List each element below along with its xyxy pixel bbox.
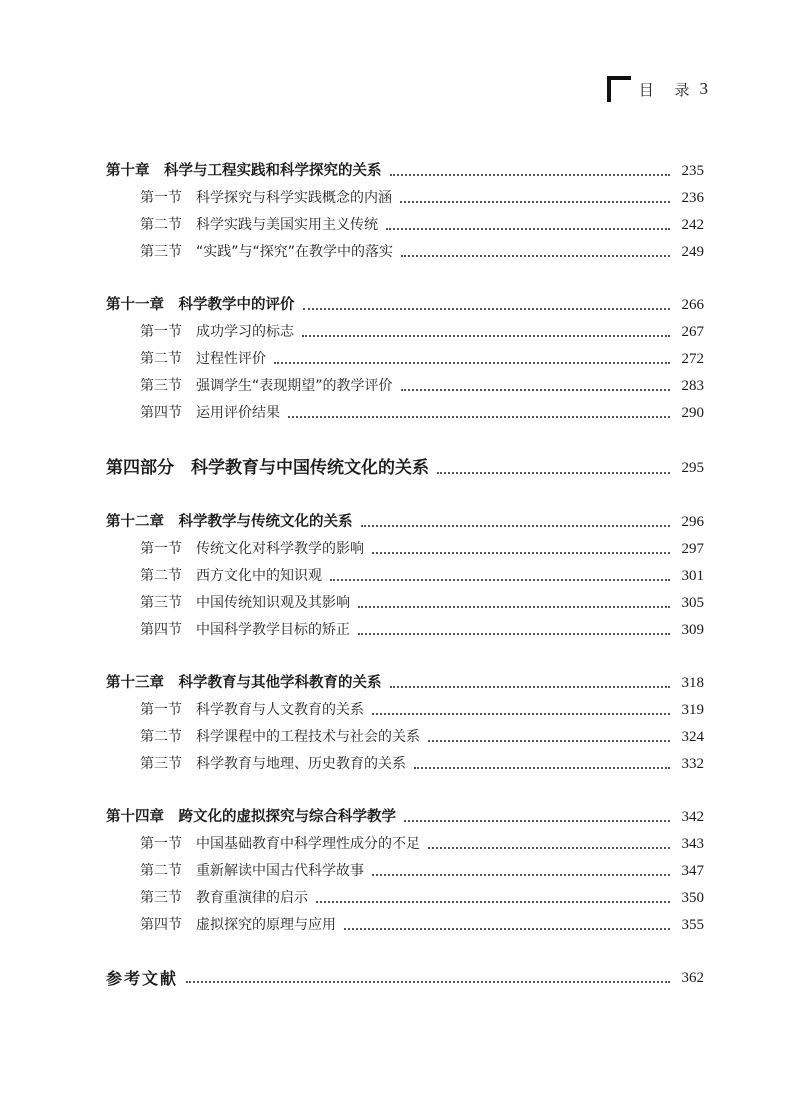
corner-bracket-icon: [607, 76, 631, 102]
toc-section-entry[interactable]: [106, 617, 704, 644]
dot-leader: [361, 525, 671, 527]
toc-entry-page-number: 235: [681, 163, 704, 179]
toc-entry-title: 第四部分 科学教育与中国传统文化的关系: [106, 458, 429, 478]
toc-entry-page-number: 290: [681, 405, 704, 421]
toc-entry-page-number: 296: [681, 514, 704, 530]
toc-entry-page-number: 249: [681, 244, 704, 260]
toc-entry-page-number: 236: [681, 190, 704, 206]
dot-leader: [400, 201, 670, 203]
toc-entry-page-number: 355: [681, 917, 704, 933]
toc-entry-title: 第十四章 跨文化的虚拟探究与综合科学教学: [106, 809, 396, 825]
toc-spacer: [106, 483, 704, 509]
toc-entry-title: 第四节 虚拟探究的原理与应用: [140, 917, 336, 933]
dot-leader: [414, 767, 670, 769]
toc-entry-page-number: 318: [681, 675, 704, 691]
toc-section-entry[interactable]: [106, 885, 704, 912]
toc-spacer: [106, 427, 704, 453]
toc-entry-title: 第三节 强调学生“表现期望”的教学评价: [140, 378, 393, 394]
dot-leader: [274, 362, 670, 364]
toc-entry-page-number: 332: [681, 756, 704, 772]
toc-section-entry[interactable]: [106, 751, 704, 778]
toc-entry-title: 第三节 教育重演律的启示: [140, 890, 308, 906]
dot-leader: [428, 740, 670, 742]
dot-leader: [437, 472, 670, 474]
dot-leader: [316, 901, 670, 903]
toc-entry-page-number: 343: [681, 836, 704, 852]
header-page-number: 3: [699, 79, 708, 98]
toc-entry-page-number: 266: [681, 297, 704, 313]
toc-entry-page-number: 347: [681, 863, 704, 879]
toc-entry-title: 第四节 运用评价结果: [140, 405, 280, 421]
toc-section-entry[interactable]: [106, 346, 704, 373]
toc-entry-title: 第一节 科学教育与人文教育的关系: [140, 702, 364, 718]
dot-leader: [303, 308, 671, 310]
toc-entry-title: 第四节 中国科学教学目标的矫正: [140, 622, 350, 638]
table-of-contents: [106, 158, 704, 992]
toc-section-entry[interactable]: [106, 563, 704, 590]
toc-section-entry[interactable]: [106, 858, 704, 885]
dot-leader: [401, 389, 670, 391]
toc-entry-title: 第二节 西方文化中的知识观: [140, 568, 322, 584]
toc-ref-entry[interactable]: [106, 965, 704, 992]
toc-entry-page-number: 301: [681, 568, 704, 584]
dot-leader: [330, 579, 670, 581]
toc-entry-title: 第二节 科学实践与美国实用主义传统: [140, 217, 378, 233]
toc-section-entry[interactable]: [106, 831, 704, 858]
toc-section-entry[interactable]: [106, 239, 704, 266]
dot-leader: [404, 820, 670, 822]
toc-section-entry[interactable]: [106, 185, 704, 212]
dot-leader: [358, 633, 670, 635]
toc-spacer: [106, 939, 704, 965]
dot-leader: [390, 174, 671, 176]
dot-leader: [372, 874, 670, 876]
toc-entry-page-number: 309: [681, 622, 704, 638]
toc-entry-title: 参考文献: [106, 969, 179, 988]
toc-entry-title: 第一节 成功学习的标志: [140, 324, 294, 340]
toc-section-entry[interactable]: [106, 724, 704, 751]
dot-leader: [428, 847, 670, 849]
dot-leader: [358, 606, 670, 608]
toc-section-entry[interactable]: [106, 319, 704, 346]
toc-entry-page-number: 324: [681, 729, 704, 745]
toc-entry-title: 第一节 传统文化对科学教学的影响: [140, 541, 364, 557]
toc-entry-title: 第二节 重新解读中国古代科学故事: [140, 863, 364, 879]
dot-leader: [372, 552, 670, 554]
toc-entry-page-number: 267: [681, 324, 704, 340]
toc-entry-page-number: 283: [681, 378, 704, 394]
toc-entry-page-number: 305: [681, 595, 704, 611]
dot-leader: [302, 335, 670, 337]
toc-entry-title: 第十二章 科学教学与传统文化的关系: [106, 514, 353, 530]
toc-section-entry[interactable]: [106, 697, 704, 724]
toc-section-entry[interactable]: [106, 536, 704, 563]
dot-leader: [386, 228, 670, 230]
toc-chapter-entry[interactable]: [106, 670, 704, 697]
toc-section-entry[interactable]: [106, 400, 704, 427]
dot-leader: [288, 416, 670, 418]
toc-entry-title: 第一节 中国基础教育中科学理性成分的不足: [140, 836, 420, 852]
toc-chapter-entry[interactable]: [106, 158, 704, 185]
toc-spacer: [106, 266, 704, 292]
toc-chapter-entry[interactable]: [106, 292, 704, 319]
toc-entry-title: 第十章 科学与工程实践和科学探究的关系: [106, 163, 382, 179]
toc-section-entry[interactable]: [106, 912, 704, 939]
header-title: 目 录: [638, 80, 698, 99]
dot-leader: [390, 686, 671, 688]
page-header: [607, 76, 708, 102]
toc-entry-title: 第三节 科学教育与地理、历史教育的关系: [140, 756, 406, 772]
toc-entry-page-number: 297: [681, 541, 704, 557]
toc-entry-title: 第三节 “实践”与“探究”在教学中的落实: [140, 244, 394, 260]
toc-entry-page-number: 350: [681, 890, 704, 906]
toc-entry-page-number: 362: [681, 970, 704, 986]
toc-entry-title: 第二节 科学课程中的工程技术与社会的关系: [140, 729, 420, 745]
toc-section-entry[interactable]: [106, 212, 704, 239]
toc-entry-title: 第三节 中国传统知识观及其影响: [140, 595, 350, 611]
toc-entry-page-number: 319: [681, 702, 704, 718]
dot-leader: [401, 255, 670, 257]
toc-entry-title: 第一节 科学探究与科学实践概念的内涵: [140, 190, 392, 206]
toc-section-entry[interactable]: [106, 590, 704, 617]
toc-entry-page-number: 272: [681, 351, 704, 367]
dot-leader: [372, 713, 670, 715]
toc-chapter-entry[interactable]: [106, 804, 704, 831]
toc-entry-title: 第十三章 科学教育与其他学科教育的关系: [106, 675, 382, 691]
toc-entry-title: 第二节 过程性评价: [140, 351, 266, 367]
toc-entry-page-number: 342: [681, 809, 704, 825]
dot-leader: [186, 981, 670, 983]
toc-part-entry[interactable]: [106, 453, 704, 483]
toc-chapter-entry[interactable]: [106, 509, 704, 536]
toc-section-entry[interactable]: [106, 373, 704, 400]
dot-leader: [344, 928, 670, 930]
toc-entry-title: 第十一章 科学教学中的评价: [106, 297, 295, 313]
toc-entry-page-number: 242: [681, 217, 704, 233]
toc-spacer: [106, 644, 704, 670]
toc-entry-page-number: 295: [681, 460, 704, 476]
toc-spacer: [106, 778, 704, 804]
